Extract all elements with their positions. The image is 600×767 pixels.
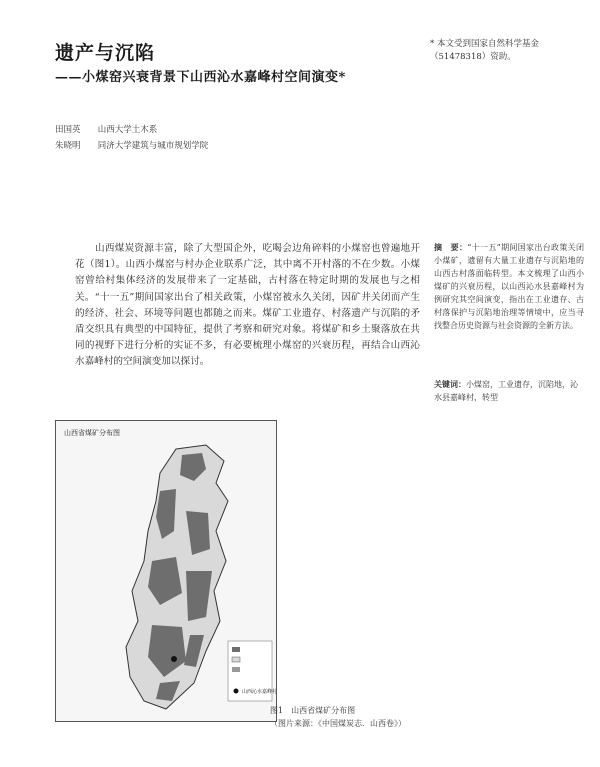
author-row xyxy=(55,138,208,154)
legend-site-icon xyxy=(234,689,239,694)
caption-source: （图片来源：《中国煤炭志．山西卷》） xyxy=(270,719,406,728)
figure-map xyxy=(55,420,277,722)
author-row xyxy=(55,122,208,138)
paper-subtitle: ——小煤窑兴衰背景下山西沁水嘉峰村空间演变* xyxy=(55,70,346,85)
caption-title: 图1 山西省煤矿分布图 xyxy=(270,706,356,715)
paper-title: 遗产与沉陷 xyxy=(55,42,156,64)
abstract xyxy=(434,241,584,332)
abstract-label: 摘 要： xyxy=(434,242,468,252)
keywords-text: 小煤窑，工业遗存，沉陷地，沁水县嘉峰村，转型 xyxy=(434,380,578,402)
legend-swatch xyxy=(232,667,240,672)
study-site-marker xyxy=(171,656,177,662)
abstract-text: “十一五”期间国家出台政策关闭小煤矿，遗留有大量工业遗存与沉陷地的山西古村落面临转型。本文梳理了山西小煤矿的兴衰历程，以山西沁水县嘉峰村为例研究其空间演变，指出在工业遗存、古村落保护与沉陷地治理等情境中，应当寻找整合历史资源与社会资源的全新方法。 xyxy=(434,243,584,330)
fund-note: * 本文受到国家自然科学基金（51478318）资助。 xyxy=(430,39,539,62)
legend-site-label: 山西沁水嘉峰村 xyxy=(242,689,276,695)
legend-swatch xyxy=(232,657,240,662)
author-name: 田国英 xyxy=(55,125,81,135)
author-list xyxy=(55,122,208,154)
legend-swatch xyxy=(232,647,240,652)
author-affiliation: 山西大学土木系 xyxy=(97,125,158,135)
map-title: 山西省煤矿分布图 xyxy=(64,429,120,437)
coal-map-image xyxy=(56,421,276,721)
author-affiliation: 同济大学建筑与城市规划学院 xyxy=(97,141,209,151)
author-name: 朱晓明 xyxy=(55,141,81,151)
figure-caption xyxy=(270,704,406,730)
body-paragraph: 山西煤炭资源丰富，除了大型国企外，吃喝会边角碎料的小煤窑也曾遍地开花（图1）。山西小煤窑与村办企业联系广泛，其中离不开村落的不在少数。小煤窑曾给村集体经济的发展带来了一定基础，古村落在特定时期的发展也与之相关。“十一五”期间国家出台了相关政策，小煤窑被永久关闭，因矿井关闭而产生的经济、社会、环境等问题也都随之而来。煤矿工业遗存、村落遗产与沉陷的矛盾交织具有典型的中国特征，提供了考察和研究对象。将煤矿和乡土聚落放在共同的视野下进行分析的实证不多，有必要梳理小煤窑的兴衰历程，再结合山西沁水嘉峰村的空间演变加以探讨。 xyxy=(75,243,420,368)
keywords xyxy=(434,378,584,404)
keywords-label: 关键词： xyxy=(434,379,466,389)
